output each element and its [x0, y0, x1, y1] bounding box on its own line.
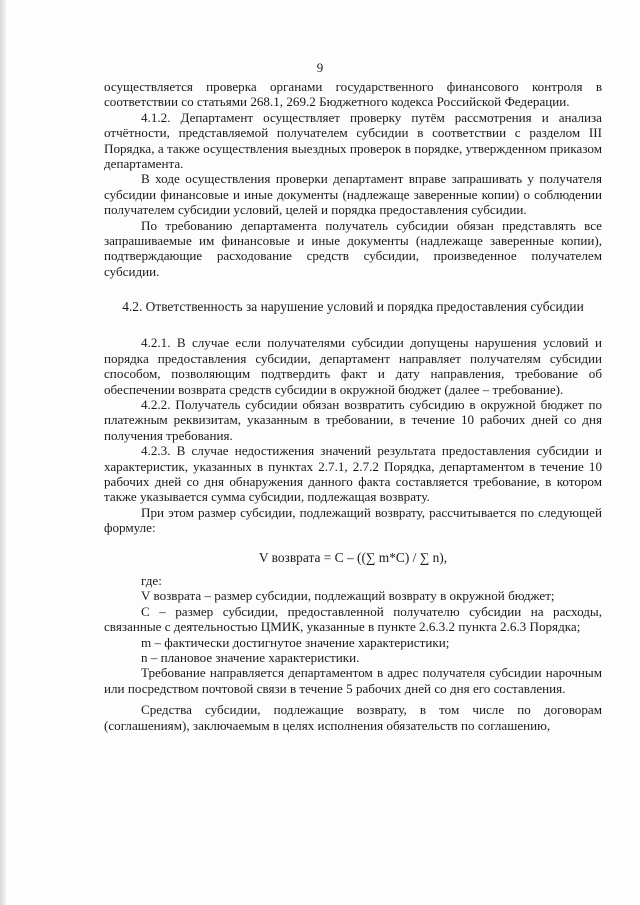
section-heading-4-2: 4.2. Ответственность за нарушение условий и порядка предоставления субсидии [122, 299, 584, 315]
document-body [104, 79, 602, 733]
paragraph-4-2-2: 4.2.2. Получатель субсидии обязан возвратить субсидию в окружной бюджет по платежным реквизитам, указанным в требовании, в течение 10 рабочих дней со дня получения требования. [104, 396, 602, 443]
formula-where: где: [141, 572, 162, 588]
definition-m: m – фактически достигнутое значение характеристики; [141, 634, 450, 650]
paragraph-requirement-delivery: Требование направляется департаментом в адрес получателя субсидии нарочным или посредством почтовой связи в течение 5 рабочих дней со дня его составления. [104, 665, 602, 696]
paragraph-continuation: осуществляется проверка органами государственного финансового контроля в соответствии со статьями 268.1, 269.2 Бюджетного кодекса Российской Федерации. [104, 79, 602, 110]
paragraph-refund-funds: Средства субсидии, подлежащие возврату, в том числе по договорам (соглашениям), заключаемым в целях исполнения обязательств по соглашению, [104, 702, 602, 733]
paragraph-audit-request: В ходе осуществления проверки департамент вправе запрашивать у получателя субсидии финансовые и иные документы (надлежаще заверенные копии) о соблюдении получателем субсидии условий, целей и порядка предоставления субсидии. [104, 171, 602, 218]
definition-n: n – плановое значение характеристики. [141, 650, 360, 665]
paragraph-4-2-1: 4.2.1. В случае если получателями субсидии допущены нарушения условий и порядка предоставления субсидии, департамент направляет получателям субсидии способом, позволяющим подтвердить факт и дату направления, требование об обеспечении возврата средств субсидии в окружной бюджет (далее – требование). [104, 335, 602, 397]
definition-c: C – размер субсидии, предоставленной получателю субсидии на расходы, связанные с деятельностью ЦМИК, указанные в пункте 2.6.3.2 пункта 2.6.3 Порядка; [104, 603, 602, 635]
refund-formula: V возврата = C – ((∑ m*C) / ∑ n), [258, 549, 448, 565]
paragraph-formula-intro: При этом размер субсидии, подлежащий возврату, рассчитывается по следующей формуле: [104, 504, 602, 536]
paragraph-4-1-2: 4.1.2. Департамент осуществляет проверку путём рассмотрения и анализа отчётности, представляемой получателем субсидии в соответствии с разделом III Порядка, а также осуществления выездных проверок в порядке, утвержденном приказом департамента. [104, 109, 602, 172]
definition-v: V возврата – размер субсидии, подлежащий возврату в окружной бюджет; [141, 588, 555, 604]
paragraph-document-submission: По требованию департамента получатель субсидии обязан представлять все запрашиваемые им финансовые и иные документы (надлежаще заверенные копии), подтверждающие расходование средств субсидии, произведенное получателем субсидии. [104, 217, 602, 279]
scan-edge [0, 0, 6, 905]
paragraph-4-2-3: 4.2.3. В случае недостижения значений результата предоставления субсидии и характеристик, указанных в пунктах 2.7.1, 2.7.2 Порядка, департаментом в течение 10 рабочих дней со дня обнаружения данного факта составляется требование, в котором также указывается сумма субсидии, подлежащая возврату. [104, 443, 602, 505]
page-number: 9 [316, 60, 324, 75]
